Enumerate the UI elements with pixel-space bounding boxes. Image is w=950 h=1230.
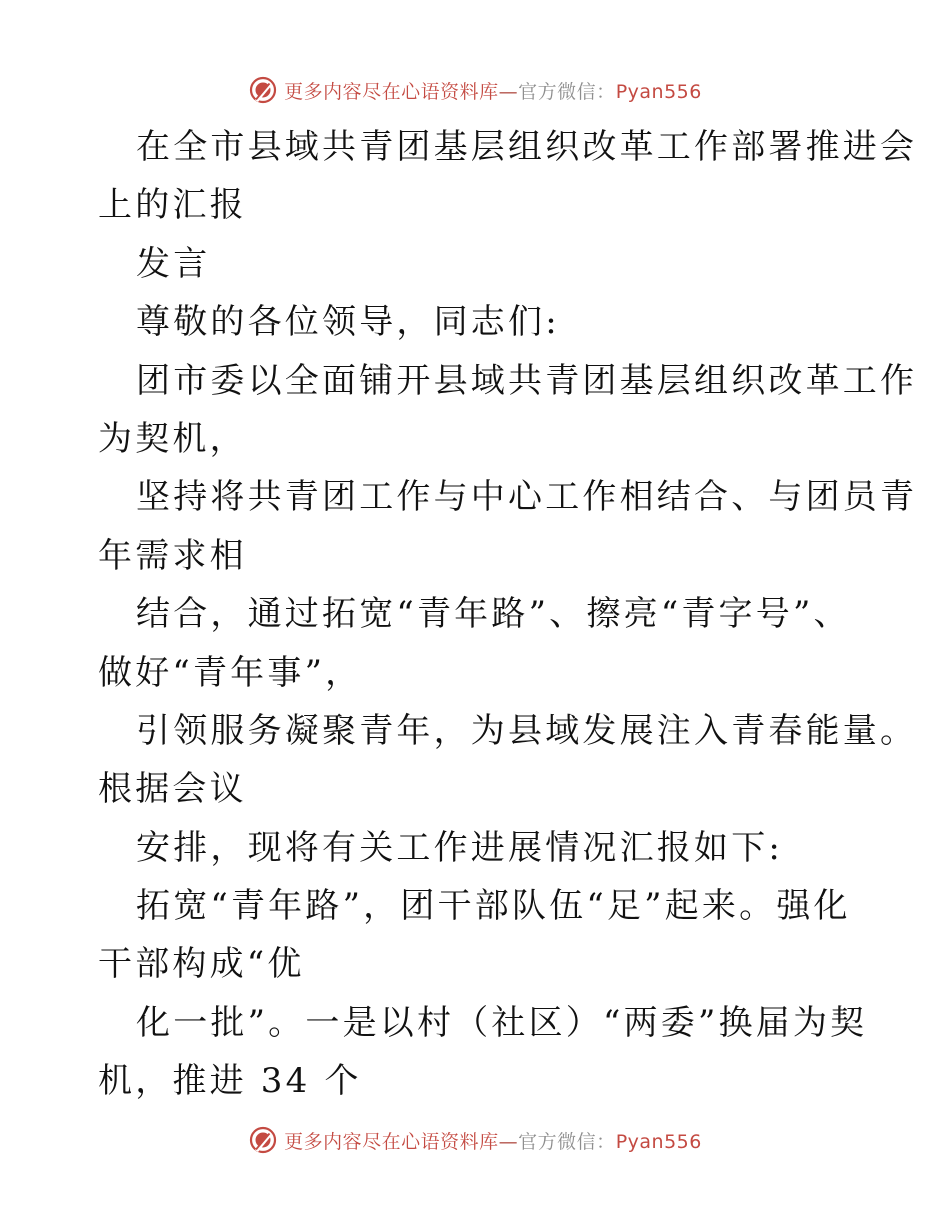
title-line-1: 在全市县域共青团基层组织改革工作部署推进会 bbox=[136, 127, 918, 167]
paragraph-line: 根据会议 bbox=[98, 769, 247, 810]
watermark-separator: — bbox=[498, 1130, 519, 1153]
paragraph-line: 干部构成“优 bbox=[98, 944, 305, 985]
paragraph-line: 拓宽“青年路”，团干部队伍“足”起来。强化 bbox=[136, 886, 851, 927]
watermark-wechat-id: Pyan556 bbox=[615, 1130, 702, 1153]
quill-seal-icon bbox=[248, 75, 278, 105]
paragraph-line: 团市委以全面铺开县域共青团基层组织改革工作 bbox=[136, 360, 918, 401]
paragraph-line: 结合，通过拓宽“青年路”、擦亮“青字号”、 bbox=[136, 594, 851, 635]
document-body bbox=[98, 118, 918, 1111]
paragraph-line: 年需求相 bbox=[98, 535, 247, 576]
title-line-2: 上的汇报 bbox=[98, 185, 247, 226]
watermark-wechat-id: Pyan556 bbox=[615, 80, 702, 103]
title-line-3: 发言 bbox=[136, 243, 211, 284]
watermark-brand: 更多内容尽在心语资料库 bbox=[284, 1130, 499, 1153]
paragraph-line: 化一批”。一是以村（社区）“两委”换届为契 bbox=[136, 1002, 868, 1043]
watermark-wechat-label: 官方微信： bbox=[518, 1130, 616, 1153]
paragraph-line: 安排，现将有关工作进展情况汇报如下: bbox=[136, 827, 784, 868]
paragraph-line: 坚持将共青团工作与中心工作相结合、与团员青 bbox=[136, 477, 918, 518]
paragraph-line: 做好“青年事”， bbox=[98, 652, 363, 693]
paragraph-line: 为契机， bbox=[98, 418, 247, 459]
quill-seal-icon bbox=[248, 1125, 278, 1155]
salutation: 尊敬的各位领导，同志们: bbox=[136, 302, 560, 343]
paragraph-line: 机，推进 34 个 bbox=[98, 1061, 362, 1102]
paragraph-line: 引领服务凝聚青年，为县域发展注入青春能量。 bbox=[136, 710, 918, 751]
watermark-separator: — bbox=[498, 80, 519, 103]
watermark-wechat-label: 官方微信： bbox=[518, 80, 616, 103]
header-watermark bbox=[0, 70, 950, 110]
watermark-brand: 更多内容尽在心语资料库 bbox=[284, 80, 499, 103]
footer-watermark bbox=[0, 1120, 950, 1160]
